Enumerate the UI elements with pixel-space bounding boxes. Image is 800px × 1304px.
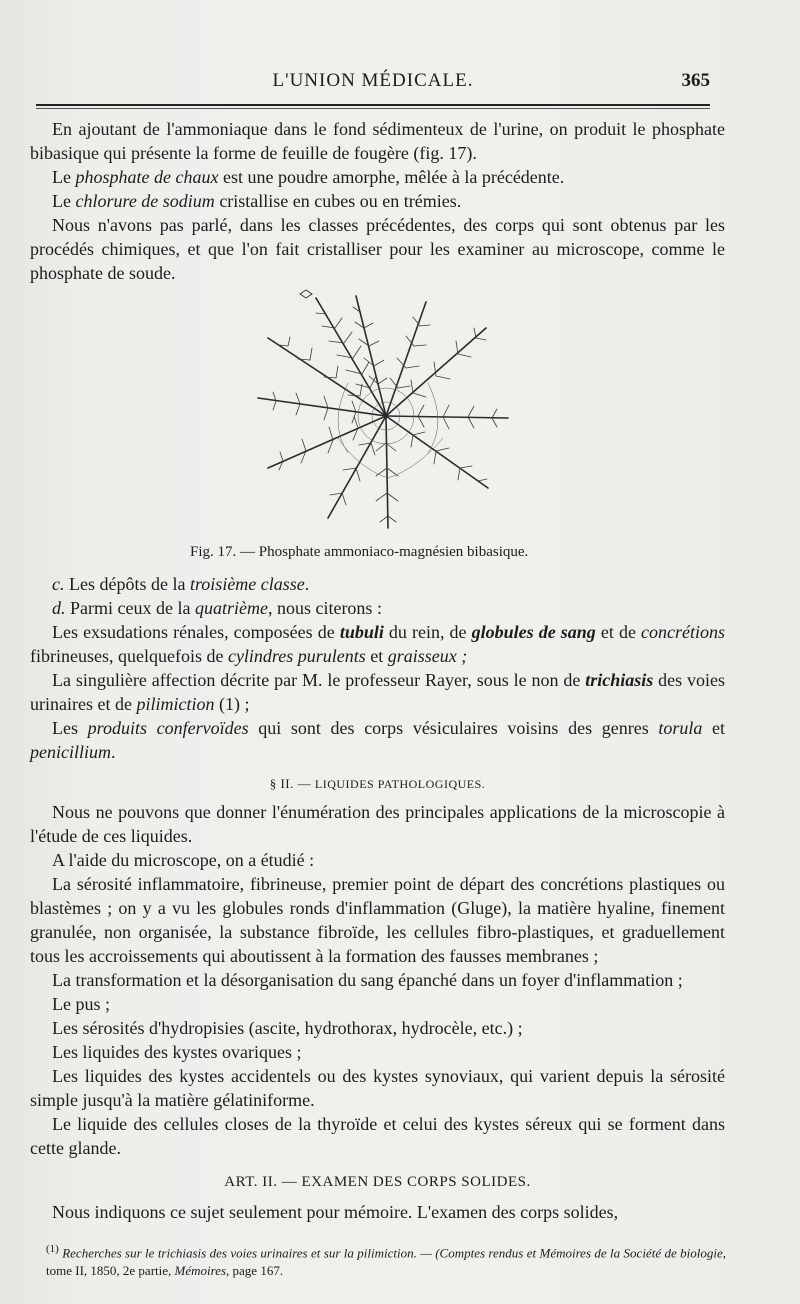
paragraph-kystes-accidentels: Les liquides des kystes accidentels ou des kystes synoviaux, qui varient depuis la sérosité simple jusqu'à la matière gélatiniforme. [30, 1066, 725, 1110]
header-rule-thin [36, 108, 710, 109]
page-number: 365 [681, 70, 710, 91]
paragraph-transformation-sang: La transformation et la désorganisation du sang épanché dans un foyer d'inflammation ; [52, 970, 683, 990]
footnote-tail: page 167. [229, 1263, 284, 1279]
paragraph-ammoniaque: En ajoutant de l'ammoniaque dans le fond sédimenteux de l'urine, on produit le phosphate bibasique qui présente la forme de feuille de fougère (fig. 17). [30, 119, 725, 163]
figure-caption: Fig. 17. — Phosphate ammoniaco-magnésien bibasique. [190, 544, 529, 560]
paragraph-kystes-ovariques: Les liquides des kystes ovariques ; [52, 1042, 302, 1062]
paragraph-pus: Le pus ; [52, 994, 110, 1014]
footnote-number: (1) [46, 1243, 59, 1255]
paragraph-affection: La singulière affection décrite par M. le professeur Rayer, sous le non de trichiasis des voies urinaires et de pilimiction (1) ; [30, 670, 725, 714]
paragraph-procedes-chimiques: Nous n'avons pas parlé, dans les classes précédentes, des corps qui sont obtenus par les procédés chimiques, et que l'on fait cristalliser pour les examiner au microscope, comme le phosphate de soude. [30, 215, 725, 283]
footnote-italic: Recherches sur le trichiasis des voies urinaires et sur la pilimiction. — (Comptes rendus et Mémoires de la Société de biologie, [62, 1245, 726, 1261]
fern-crystal-illustration [238, 288, 528, 536]
paragraph-chlorure-sodium: Le chlorure de sodium cristallise en cubes ou en trémies. [52, 191, 462, 211]
running-title: L'UNION MÉDICALE. [272, 70, 474, 91]
footnote-rest: tome II, 1850, 2e partie, [46, 1263, 175, 1279]
paragraph-exsudations: Les exsudations rénales, composées de tubuli du rein, de globules de sang et de concrétions fibrineuses, quelquefois de cylindres purulents et graisseux ; [30, 622, 726, 666]
paragraph-enumeration: Nous ne pouvons que donner l'énumération des principales applications de la microscopie à l'étude de ces liquides. [30, 802, 725, 846]
figure-phosphate-crystal [238, 288, 528, 536]
paragraph-phosphate-chaux: Le phosphate de chaux est une poudre amorphe, mêlée à la précédente. [52, 167, 565, 187]
header-rule [36, 104, 710, 106]
page-header [36, 70, 710, 96]
item-d: d. Parmi ceux de la quatrième, nous citerons : [52, 598, 382, 618]
item-c: c. Les dépôts de la troisième classe. [52, 574, 310, 594]
article-title: ART. II. — EXAMEN DES CORPS SOLIDES. [224, 1174, 531, 1190]
footnote [46, 1240, 726, 1280]
footnote-italic-tail: Mémoires, [174, 1263, 230, 1279]
paragraph-hydropisies: Les sérosités d'hydropisies (ascite, hydrothorax, hydrocèle, etc.) ; [52, 1018, 523, 1038]
paragraph-produits: Les produits confervoïdes qui sont des corps vésiculaires voisins des genres torula et penicillium. [30, 718, 726, 762]
paragraph-serosite-inflammatoire: La sérosité inflammatoire, fibrineuse, premier point de départ des concrétions plastiques ou blastèmes ; on y a vu les globules ronds d'inflammation (Gluge), la matière hyaline, finement granulée, non organisée, la substance fibroïde, les cellules fibro-plastiques, et graduellement tous les accroissements qui aboutissent à la formation des fausses membranes ; [30, 874, 725, 966]
text-block-top [30, 117, 725, 285]
paragraph-aide-microscope: A l'aide du microscope, on a étudié : [52, 850, 315, 870]
paragraph-thyroide: Le liquide des cellules closes de la thyroïde et celui des kystes séreux qui se forment dans cette glande. [30, 1114, 725, 1158]
text-block-bottom [30, 572, 725, 1224]
section-title: § II. — LIQUIDES PATHOLOGIQUES. [269, 776, 486, 791]
paragraph-corps-solides: Nous indiquons ce sujet seulement pour mémoire. L'examen des corps solides, [52, 1202, 619, 1222]
